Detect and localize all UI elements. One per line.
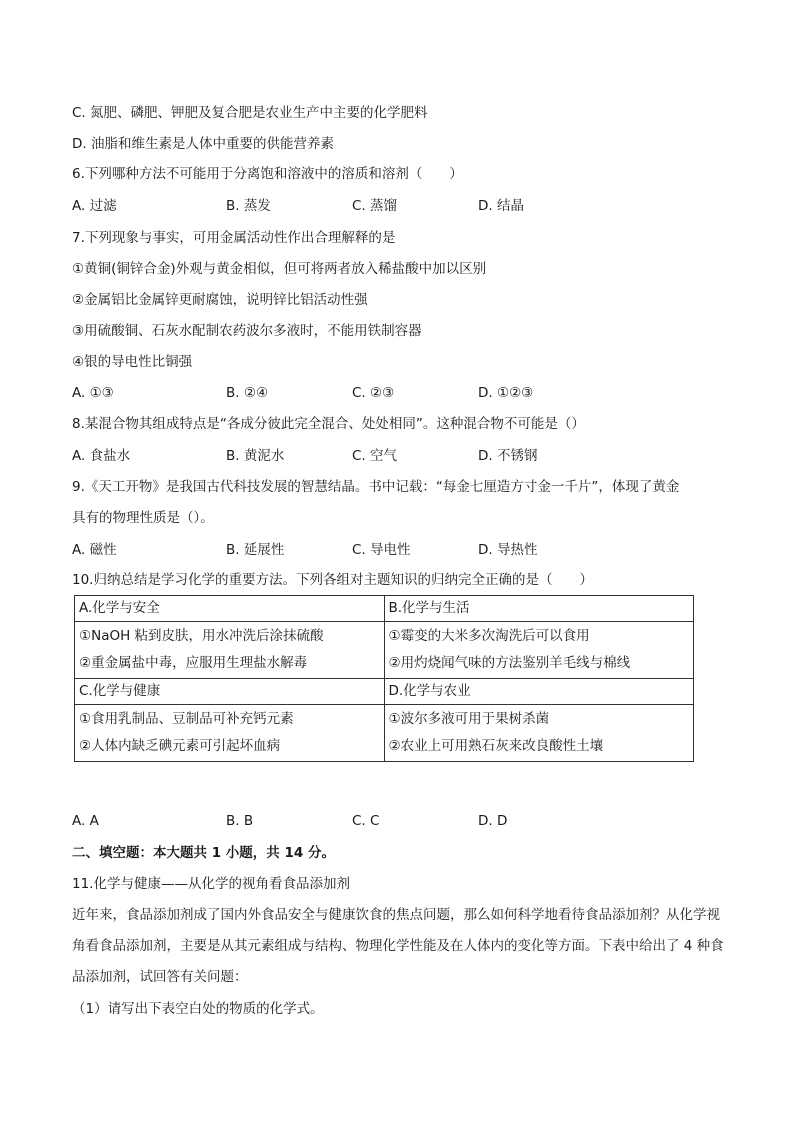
q7-option-a: A. ①③ (72, 385, 114, 401)
question-7: 7.下列现象与事实，可用金属活动性作出合理解释的是 (72, 230, 396, 246)
question-6: 6.下列哪种方法不可能用于分离饱和溶液中的溶质和溶剂（ ） (72, 166, 463, 182)
cell-a-item-1: ①NaOH 粘到皮肤，用水冲洗后涂抹硫酸 (79, 628, 324, 644)
q10-option-c: C. C (352, 813, 380, 829)
table-row (75, 622, 694, 679)
cell-a-title: A.化学与安全 (75, 596, 385, 622)
q7-statement-4: ④银的导电性比铜强 (72, 354, 193, 370)
q8-option-a: A. 食盐水 (72, 448, 131, 464)
question-11-paragraph: 近年来，食品添加剂成了国内外食品安全与健康饮食的焦点问题，那么如何科学地看待食品添加剂？从化学视角看食品添加剂，主要是从其元素组成与结构、物理化学性能及在人体内的变化等方面。下表中给出了 4 种食品添加剂，试回答有关问题： (72, 907, 724, 985)
q7-statement-1: ①黄铜(铜锌合金)外观与黄金相似，但可将两者放入稀盐酸中加以区别 (72, 261, 487, 277)
q6-option-d: D. 结晶 (478, 198, 524, 214)
q8-option-b: B. 黄泥水 (226, 448, 285, 464)
question-10: 10.归纳总结是学习化学的重要方法。下列各组对主题知识的归纳完全正确的是（ ） (72, 572, 593, 588)
question-9-line-2: 具有的物理性质是（）。 (72, 510, 214, 526)
cell-a-content (75, 622, 385, 679)
q7-statement-2: ②金属铝比金属锌更耐腐蚀，说明锌比铝活动性强 (72, 292, 368, 308)
table-row (75, 596, 694, 622)
question-9-line-1: 9.《天工开物》是我国古代科技发展的智慧结晶。书中记载：“每金七厘造方寸金一千片”，体现了黄金 (72, 479, 680, 495)
cell-c-title: C.化学与健康 (75, 679, 385, 705)
q6-option-c: C. 蒸馏 (352, 198, 398, 214)
question-11-subquestion-1: （1）请写出下表空白处的物质的化学式。 (72, 1001, 324, 1017)
q8-option-c: C. 空气 (352, 448, 398, 464)
cell-c-item-1: ①食用乳制品、豆制品可补充钙元素 (79, 711, 294, 727)
q9-option-c: C. 导电性 (352, 542, 411, 558)
line-d-option: D. 油脂和维生素是人体中重要的供能营养素 (72, 136, 334, 152)
question-8: 8.某混合物其组成特点是“各成分彼此完全混合、处处相同”。这种混合物不可能是（） (72, 416, 585, 432)
cell-d-item-2: ②农业上可用熟石灰来改良酸性土壤 (388, 738, 604, 754)
cell-d-title: D.化学与农业 (384, 679, 694, 705)
q10-option-a: A. A (72, 813, 99, 829)
q9-option-b: B. 延展性 (226, 542, 285, 558)
cell-a-item-2: ②重金属盐中毒，应服用生理盐水解毒 (79, 655, 308, 671)
table-row (75, 705, 694, 762)
question-11: 11.化学与健康——从化学的视角看食品添加剂 (72, 876, 350, 892)
q6-option-a: A. 过滤 (72, 198, 117, 214)
q7-option-c: C. ②③ (352, 385, 395, 401)
q10-option-d: D. D (478, 813, 508, 829)
cell-c-item-2: ②人体内缺乏碘元素可引起坏血病 (79, 738, 281, 754)
q9-option-a: A. 磁性 (72, 542, 117, 558)
q6-option-b: B. 蒸发 (226, 198, 271, 214)
q10-option-b: B. B (226, 813, 254, 829)
table-row (75, 679, 694, 705)
cell-b-title: B.化学与生活 (384, 596, 694, 622)
q7-option-d: D. ①②③ (478, 385, 534, 401)
cell-b-item-1: ①霉变的大米多次淘洗后可以食用 (388, 628, 590, 644)
cell-b-content (384, 622, 694, 679)
topics-table (74, 595, 694, 762)
cell-d-item-1: ①波尔多液可用于果树杀菌 (388, 711, 550, 727)
q9-option-d: D. 导热性 (478, 542, 538, 558)
q7-option-b: B. ②④ (226, 385, 269, 401)
cell-b-item-2: ②用灼烧闻气味的方法鉴别羊毛线与棉线 (388, 655, 631, 671)
q8-option-d: D. 不锈钢 (478, 448, 538, 464)
cell-c-content (75, 705, 385, 762)
section-2-heading: 二、填空题：本大题共 1 小题，共 14 分。 (72, 845, 335, 861)
line-c-option: C. 氮肥、磷肥、钾肥及复合肥是农业生产中主要的化学肥料 (72, 105, 428, 121)
q7-statement-3: ③用硫酸铜、石灰水配制农药波尔多液时，不能用铁制容器 (72, 323, 422, 339)
cell-d-content (384, 705, 694, 762)
